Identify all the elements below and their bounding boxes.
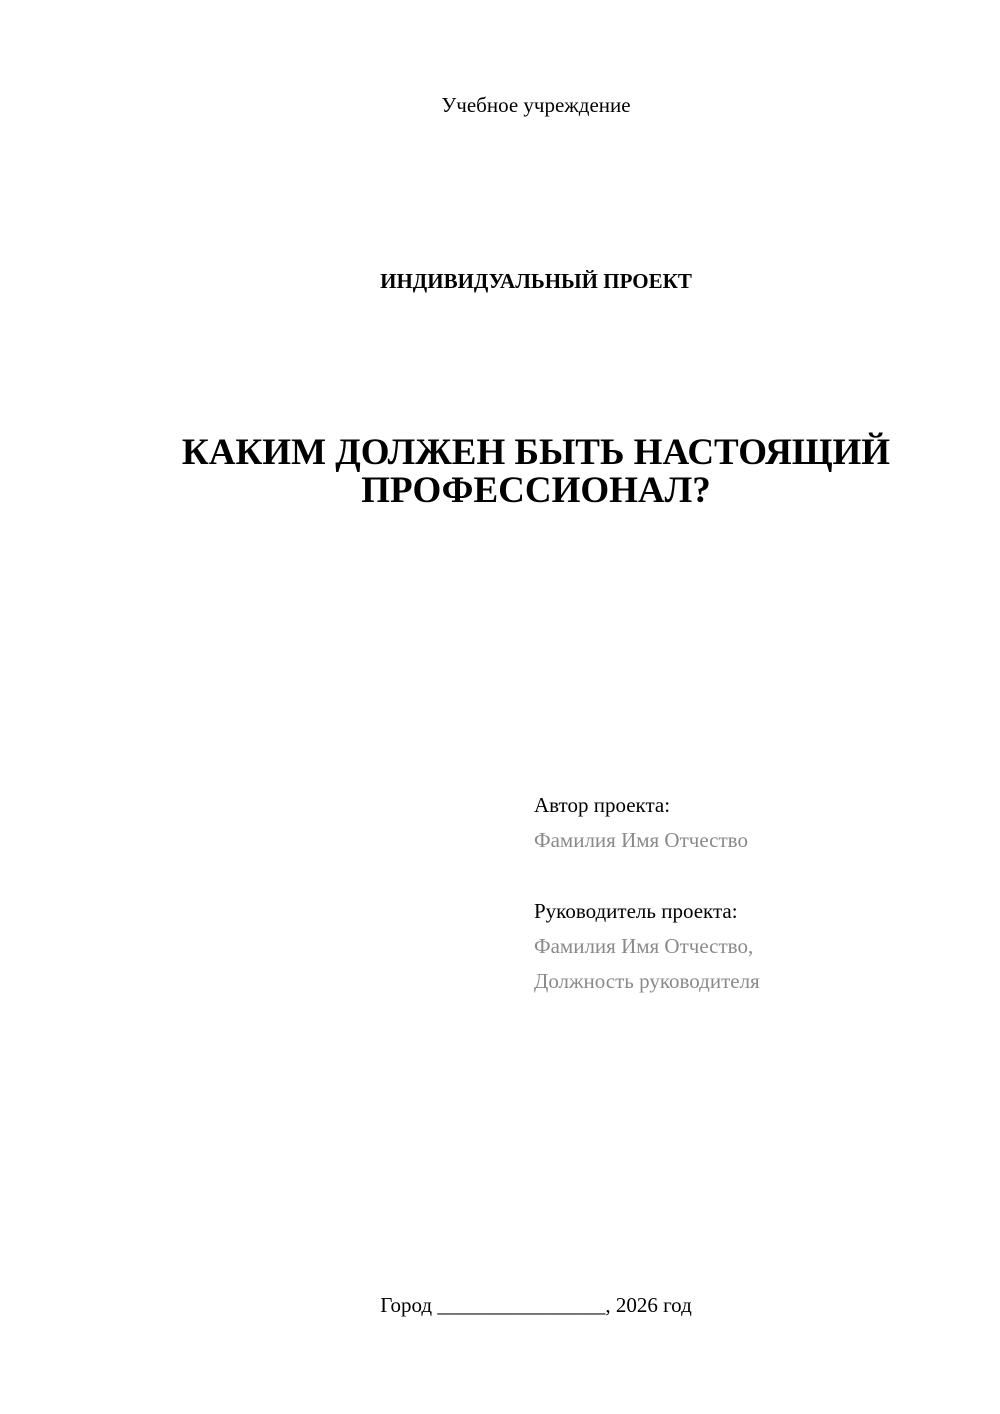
- info-spacer: [534, 858, 974, 894]
- supervisor-position: Должность руководителя: [534, 969, 760, 993]
- project-title-line-1: КАКИМ ДОЛЖЕН БЫТЬ НАСТОЯЩИЙ: [181, 432, 891, 473]
- document-type: ИНДИВИДУАЛЬНЫЙ ПРОЕКТ: [380, 269, 692, 293]
- institution-name: Учебное учреждение: [441, 93, 631, 117]
- supervisor-label: Руководитель проекта:: [534, 899, 738, 923]
- city-year-footer: Город ________________, 2026 год: [380, 1293, 692, 1317]
- supervisor-name: Фамилия Имя Отчество,: [534, 934, 754, 958]
- author-name: Фамилия Имя Отчество: [534, 828, 748, 852]
- project-title: [0, 434, 1000, 510]
- project-info-block: [534, 788, 974, 999]
- project-title-line-2: ПРОФЕССИОНАЛ?: [361, 470, 711, 511]
- author-label: Автор проекта:: [534, 793, 671, 817]
